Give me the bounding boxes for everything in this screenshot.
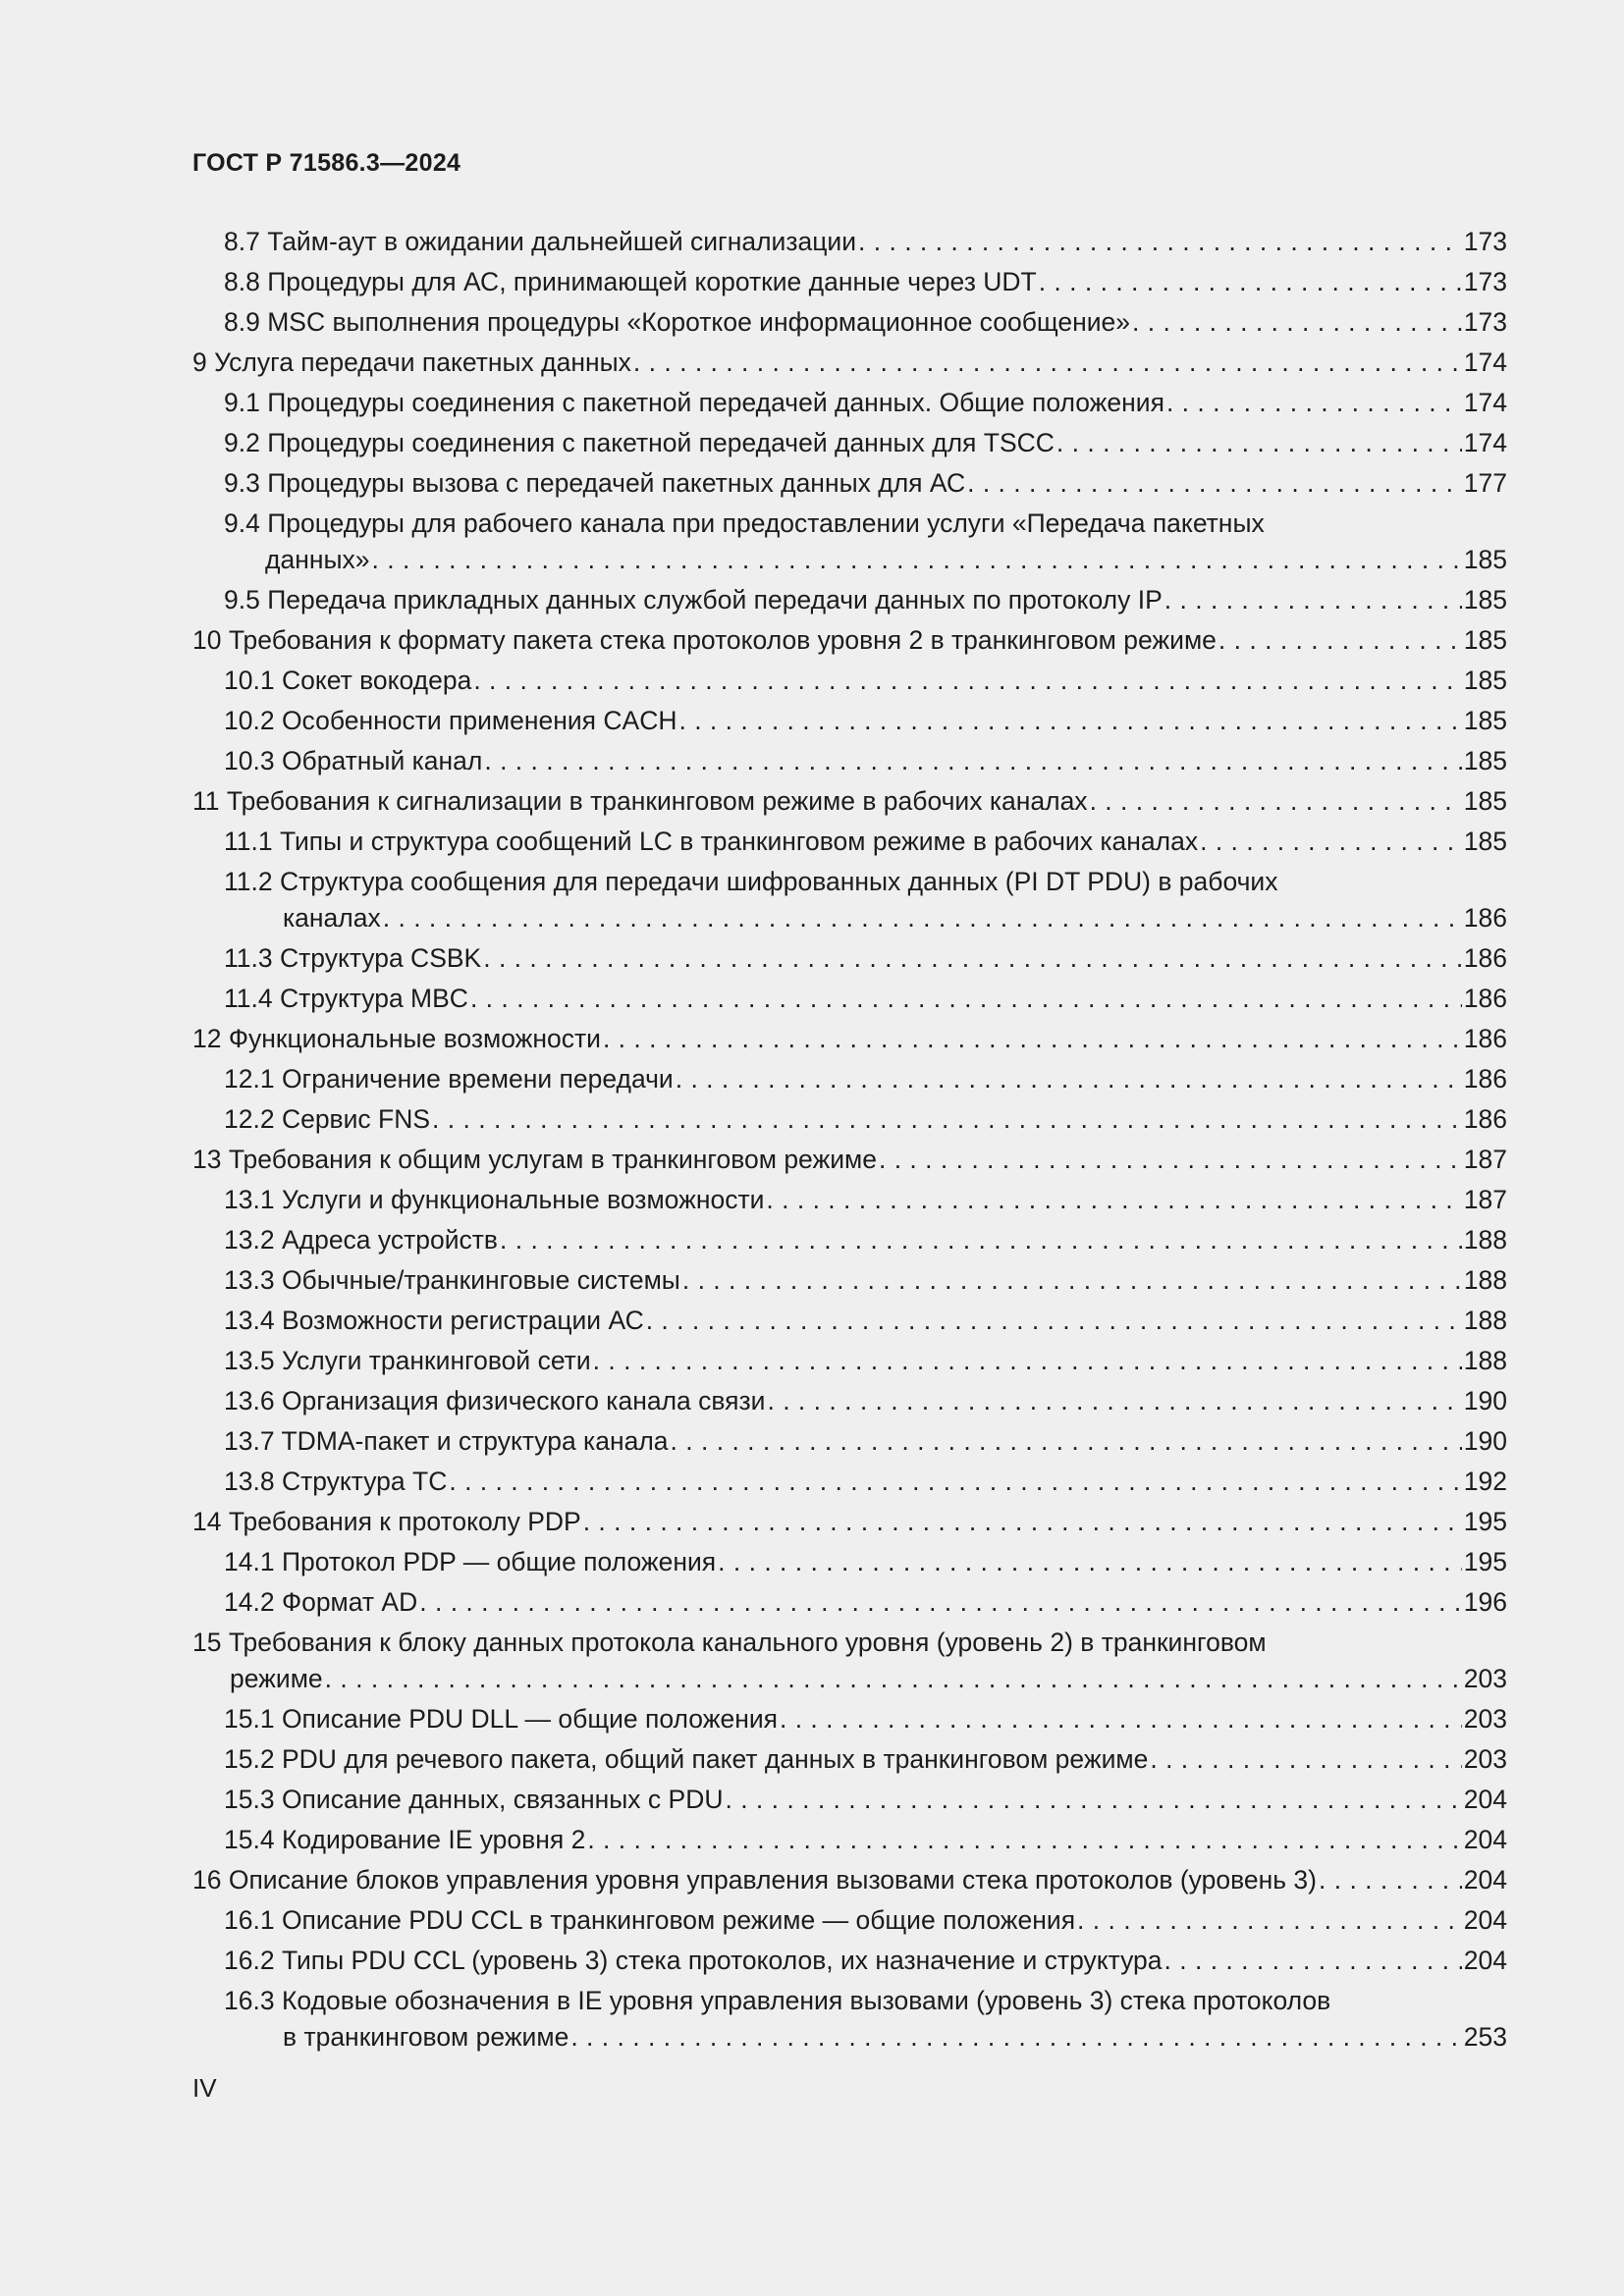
toc-entry-page-number: 186 (1463, 943, 1507, 973)
dot-leader (325, 1661, 1462, 1697)
toc-entry-page-number: 185 (1463, 585, 1507, 614)
document-header: ГОСТ Р 71586.3—2024 (192, 149, 461, 177)
dot-leader (1200, 824, 1462, 860)
dot-leader (432, 1101, 1462, 1138)
toc-entry-title: 13.1 Услуги и функциональные возможности (224, 1185, 765, 1214)
toc-entry-title: 15.1 Описание PDU DLL — общие положения (224, 1704, 778, 1734)
dot-leader (383, 900, 1462, 936)
toc-entry-page-number: 185 (1463, 827, 1507, 856)
toc-entry-page-number: 173 (1463, 307, 1507, 337)
toc-entry[interactable] (192, 1061, 1507, 1097)
dot-leader (780, 1701, 1462, 1737)
dot-leader (1319, 1862, 1462, 1898)
toc-entry-page-number: 196 (1463, 1587, 1507, 1617)
toc-entry[interactable] (192, 824, 1507, 860)
toc-entry-page-number: 185 (1463, 786, 1507, 816)
toc-entry[interactable] (192, 1544, 1507, 1580)
toc-entry-title: 14.1 Протокол PDP — общие положения (224, 1547, 717, 1576)
toc-entry-title: 13.3 Обычные/транкинговые системы (224, 1265, 680, 1295)
toc-entry[interactable] (192, 1383, 1507, 1419)
dot-leader (570, 2019, 1461, 2056)
toc-entry[interactable] (192, 1701, 1507, 1737)
dot-leader (633, 345, 1462, 381)
toc-entry-page-number: 186 (1463, 984, 1507, 1013)
toc-entry-page-number: 203 (1463, 1704, 1507, 1734)
toc-entry-page-number: 185 (1463, 746, 1507, 775)
dot-leader (1164, 582, 1462, 618)
dot-leader (473, 663, 1461, 699)
toc-entry-title: 16.1 Описание PDU CCL в транкинговом режиме — общие положения (224, 1905, 1076, 1935)
dot-leader (1132, 304, 1462, 341)
dot-leader (593, 1343, 1462, 1379)
toc-entry-page-number: 204 (1463, 1946, 1507, 1975)
dot-leader (470, 981, 1462, 1017)
toc-entry-page-number: 185 (1463, 545, 1507, 574)
dot-leader (449, 1464, 1461, 1500)
toc-entry-page-number: 173 (1463, 227, 1507, 256)
dot-leader (372, 542, 1462, 578)
toc-entry-title: 8.9 MSC выполнения процедуры «Короткое информационное сообщение» (224, 307, 1131, 337)
dot-leader (718, 1544, 1462, 1580)
toc-entry-title-first-line: 16.3 Кодовые обозначения в IE уровня управления вызовами (уровень 3) стека протоколов (224, 1986, 1331, 2015)
toc-entry-page-number: 195 (1463, 1547, 1507, 1576)
toc-entry-title: 11 Требования к сигнализации в транкинговом режиме в рабочих каналах (192, 786, 1088, 816)
dot-leader (1090, 783, 1462, 820)
toc-entry-title: 11.4 Структура MBC (224, 984, 468, 1013)
toc-entry[interactable] (192, 1464, 1507, 1500)
toc-entry-title: 9 Услуга передачи пакетных данных (192, 347, 631, 377)
toc-entry-title: режиме (230, 1664, 323, 1693)
toc-entry-page-number: 177 (1463, 468, 1507, 498)
toc-entry[interactable] (192, 783, 1507, 820)
dot-leader (879, 1142, 1462, 1178)
toc-entry-title: 13.4 Возможности регистрации АС (224, 1306, 644, 1335)
dot-leader (682, 1262, 1462, 1299)
toc-entry[interactable] (192, 981, 1507, 1017)
dot-leader (967, 465, 1462, 502)
toc-entry-page-number: 185 (1463, 706, 1507, 735)
toc-entry-title: 13.2 Адреса устройств (224, 1225, 498, 1255)
dot-leader (1077, 1902, 1462, 1939)
dot-leader (484, 743, 1461, 779)
toc-entry-page-number: 174 (1463, 388, 1507, 417)
dot-leader (767, 1383, 1461, 1419)
page-number-footer: IV (192, 2073, 217, 2103)
toc-entry-page-number: 190 (1463, 1386, 1507, 1415)
dot-leader (483, 940, 1462, 977)
toc-entry-title: 11.3 Структура CSBK (224, 943, 482, 973)
toc-entry-title: 13.7 TDMA-пакет и структура канала (224, 1426, 669, 1456)
toc-entry-page-number: 204 (1463, 1825, 1507, 1854)
toc-entry-title-first-line: 9.4 Процедуры для рабочего канала при предоставлении услуги «Передача пакетных (224, 508, 1265, 538)
toc-entry-title: 12.1 Ограничение времени передачи (224, 1064, 674, 1094)
toc-entry[interactable] (192, 1822, 1507, 1858)
toc-entry-title: 9.3 Процедуры вызова с передачей пакетных данных для АС (224, 468, 966, 498)
toc-entry[interactable] (192, 1902, 1507, 1939)
toc-entry[interactable] (192, 465, 1507, 502)
toc-entry-page-number: 204 (1463, 1785, 1507, 1814)
dot-leader (587, 1822, 1461, 1858)
toc-entry-page-number: 192 (1463, 1467, 1507, 1496)
toc-entry[interactable] (192, 1862, 1507, 1898)
dot-leader (646, 1303, 1462, 1339)
toc-entry-title: 15.3 Описание данных, связанных с PDU (224, 1785, 724, 1814)
toc-entry-page-number: 174 (1463, 428, 1507, 457)
toc-entry-title: 10.3 Обратный канал (224, 746, 483, 775)
toc-entry-title-first-line: 15 Требования к блоку данных протокола канального уровня (уровень 2) в транкинговом (192, 1628, 1267, 1657)
toc-entry[interactable] (192, 1303, 1507, 1339)
toc-entry-page-number: 188 (1463, 1225, 1507, 1255)
toc-entry[interactable] (192, 1504, 1507, 1540)
toc-entry[interactable] (192, 1262, 1507, 1299)
toc-entry[interactable] (192, 1782, 1507, 1818)
toc-entry[interactable] (192, 1584, 1507, 1621)
toc-entry[interactable] (192, 743, 1507, 779)
toc-entry-title: 10.1 Сокет вокодера (224, 666, 472, 695)
toc-entry-title: 12 Функциональные возможности (192, 1024, 601, 1053)
toc-entry[interactable] (192, 940, 1507, 977)
toc-entry-title: 13 Требования к общим услугам в транкинговом режиме (192, 1145, 877, 1174)
toc-entry-page-number: 203 (1463, 1664, 1507, 1693)
toc-entry-title: 8.7 Тайм-аут в ожидании дальнейшей сигнализации (224, 227, 857, 256)
toc-entry-title-first-line: 11.2 Структура сообщения для передачи шифрованных данных (PI DT PDU) в рабочих (224, 867, 1278, 896)
toc-entry-page-number: 187 (1463, 1145, 1507, 1174)
toc-entry-page-number: 190 (1463, 1426, 1507, 1456)
toc-entry[interactable] (192, 1101, 1507, 1138)
dot-leader (1164, 1943, 1462, 1979)
toc-entry-title: 16 Описание блоков управления уровня управления вызовами стека протоколов (уровень 3) (192, 1865, 1317, 1895)
toc-entry-page-number: 185 (1463, 625, 1507, 655)
dot-leader (671, 1423, 1462, 1460)
toc-entry[interactable] (192, 1423, 1507, 1460)
toc-entry[interactable] (192, 1983, 1507, 2056)
dot-leader (1039, 264, 1462, 300)
toc-entry-page-number: 186 (1463, 903, 1507, 933)
dot-leader (419, 1584, 1462, 1621)
toc-entry-page-number: 204 (1463, 1865, 1507, 1895)
toc-entry-page-number: 253 (1463, 2022, 1507, 2052)
dot-leader (500, 1222, 1462, 1258)
toc-entry-title: 11.1 Типы и структура сообщений LC в транкинговом режиме в рабочих каналах (224, 827, 1199, 856)
dot-leader (1150, 1741, 1461, 1778)
toc-entry-title: 8.8 Процедуры для АС, принимающей короткие данные через UDT (224, 267, 1037, 296)
toc-entry-title: 9.2 Процедуры соединения с пакетной передачей данных для TSCC (224, 428, 1055, 457)
toc-entry[interactable] (192, 1021, 1507, 1057)
toc-entry[interactable] (192, 703, 1507, 739)
dot-leader (583, 1504, 1462, 1540)
toc-entry-page-number: 188 (1463, 1265, 1507, 1295)
toc-entry-title: 13.8 Структура TC (224, 1467, 448, 1496)
toc-entry[interactable] (192, 345, 1507, 381)
dot-leader (1166, 385, 1462, 421)
toc-entry[interactable] (192, 622, 1507, 659)
toc-entry-page-number: 204 (1463, 1905, 1507, 1935)
toc-entry-title: в транкинговом режиме (283, 2022, 569, 2052)
toc-entry[interactable] (192, 1343, 1507, 1379)
toc-entry[interactable] (192, 1222, 1507, 1258)
toc-entry[interactable] (192, 1741, 1507, 1778)
toc-entry[interactable] (192, 582, 1507, 618)
dot-leader (1218, 622, 1462, 659)
toc-entry-page-number: 173 (1463, 267, 1507, 296)
toc-entry[interactable] (192, 1142, 1507, 1178)
toc-entry-title: 9.5 Передача прикладных данных службой передачи данных по протоколу IP (224, 585, 1163, 614)
toc-entry[interactable] (192, 506, 1507, 578)
toc-entry[interactable] (192, 224, 1507, 260)
toc-entry[interactable] (192, 425, 1507, 461)
toc-entry[interactable] (192, 864, 1507, 936)
toc-entry-page-number: 186 (1463, 1104, 1507, 1134)
toc-entry-page-number: 188 (1463, 1306, 1507, 1335)
toc-entry-page-number: 185 (1463, 666, 1507, 695)
toc-entry-title: данных» (265, 545, 370, 574)
toc-entry[interactable] (192, 663, 1507, 699)
toc-entry-title: 14 Требования к протоколу PDP (192, 1507, 581, 1536)
toc-entry-page-number: 186 (1463, 1024, 1507, 1053)
toc-entry-page-number: 174 (1463, 347, 1507, 377)
dot-leader (858, 224, 1462, 260)
dot-leader (603, 1021, 1462, 1057)
toc-entry-title: 15.4 Кодирование IE уровня 2 (224, 1825, 586, 1854)
toc-entry[interactable] (192, 264, 1507, 300)
toc-entry-title: 14.2 Формат AD (224, 1587, 418, 1617)
toc-entry-title: 12.2 Сервис FNS (224, 1104, 431, 1134)
dot-leader (1056, 425, 1462, 461)
toc-entry-page-number: 187 (1463, 1185, 1507, 1214)
toc-entry[interactable] (192, 304, 1507, 341)
toc-entry-page-number: 195 (1463, 1507, 1507, 1536)
toc-entry-title: каналах (283, 903, 381, 933)
toc-entry-page-number: 203 (1463, 1744, 1507, 1774)
toc-entry-title: 16.2 Типы PDU CCL (уровень 3) стека протоколов, их назначение и структура (224, 1946, 1163, 1975)
toc-entry[interactable] (192, 385, 1507, 421)
toc-entry[interactable] (192, 1182, 1507, 1218)
dot-leader (678, 703, 1461, 739)
table-of-contents (192, 224, 1507, 2059)
toc-entry[interactable] (192, 1625, 1507, 1697)
toc-entry[interactable] (192, 1943, 1507, 1979)
dot-leader (676, 1061, 1462, 1097)
toc-entry-title: 13.6 Организация физического канала связи (224, 1386, 766, 1415)
toc-entry-page-number: 186 (1463, 1064, 1507, 1094)
toc-entry-title: 10 Требования к формату пакета стека протоколов уровня 2 в транкинговом режиме (192, 625, 1217, 655)
toc-entry-title: 9.1 Процедуры соединения с пакетной передачей данных. Общие положения (224, 388, 1164, 417)
toc-entry-title: 10.2 Особенности применения CACH (224, 706, 677, 735)
toc-entry-title: 13.5 Услуги транкинговой сети (224, 1346, 591, 1375)
toc-entry-page-number: 188 (1463, 1346, 1507, 1375)
dot-leader (766, 1182, 1461, 1218)
toc-entry-title: 15.2 PDU для речевого пакета, общий пакет данных в транкинговом режиме (224, 1744, 1149, 1774)
dot-leader (725, 1782, 1461, 1818)
